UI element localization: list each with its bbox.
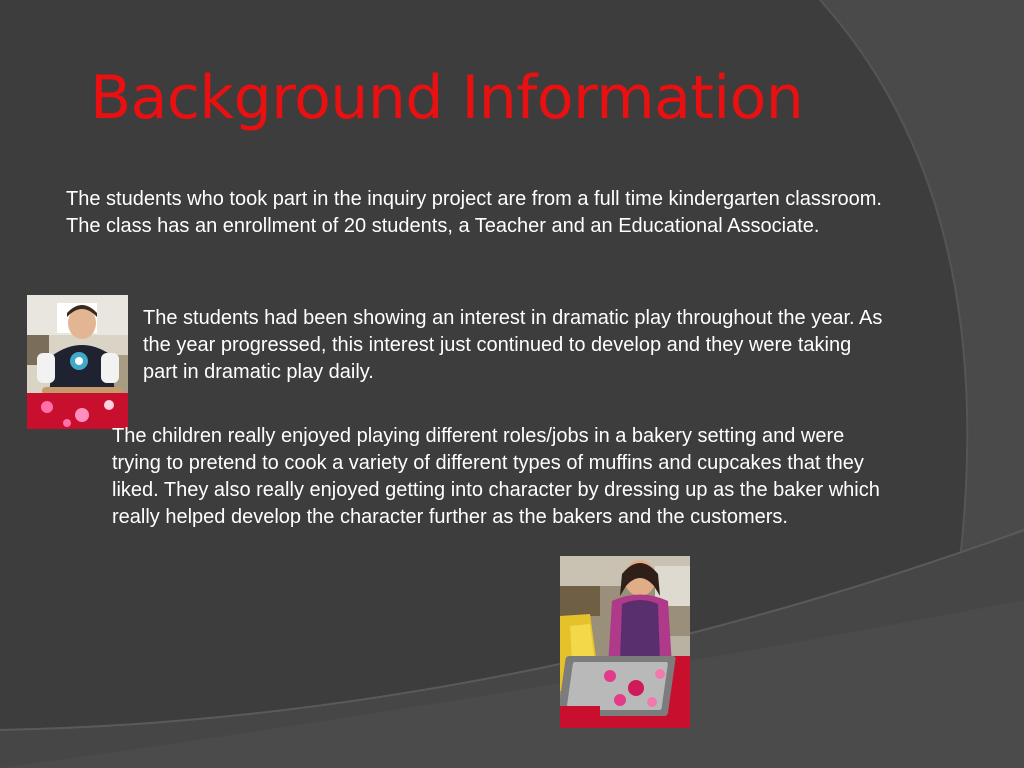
photo-boy-rolling-dough bbox=[27, 295, 128, 429]
paragraph-class-description: The students who took part in the inquiry project are from a full time kindergarten classroom. The class has an enrollment of 20 students, a Teacher and an Educational Associate. bbox=[66, 188, 882, 237]
paragraph-dramatic-play-interest: The students had been showing an interest in dramatic play throughout the year. As the year progressed, this interest just continued to develop and they were taking part in dramatic play daily. bbox=[143, 307, 883, 383]
photo-girl-baking-tray bbox=[560, 556, 690, 728]
paragraph-bakery-roles: The children really enjoyed playing different roles/jobs in a bakery setting and were trying to pretend to cook a variety of different types of muffins and cupcakes that they liked. They also really enjoyed getting into character by dressing up as the baker which really helped develop the character further as the bakers and the customers. bbox=[112, 425, 880, 528]
slide-title: Background Information bbox=[90, 63, 804, 133]
